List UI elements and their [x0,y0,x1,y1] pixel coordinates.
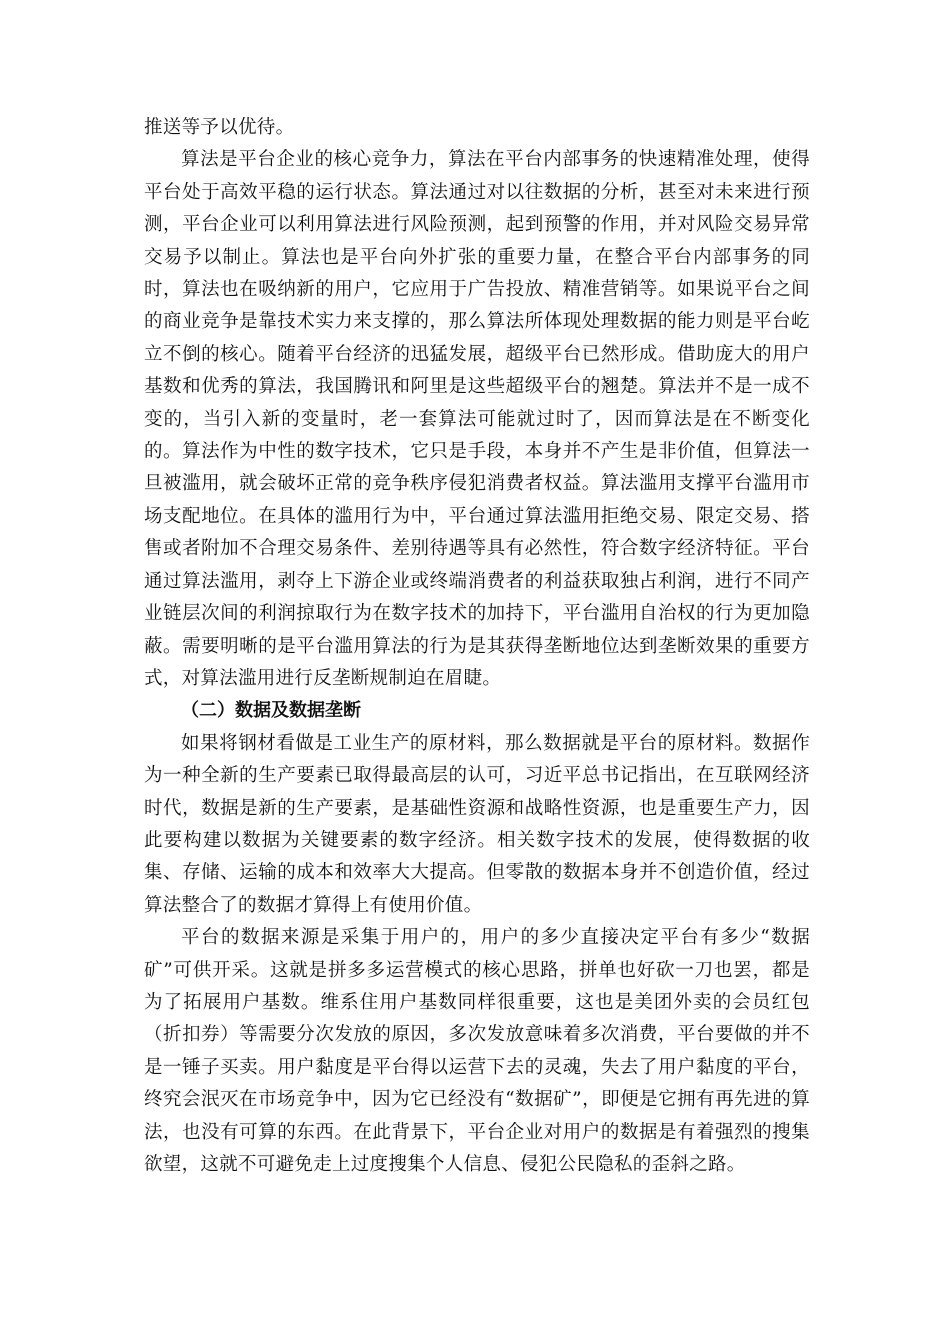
paragraph-data-source: 平台的数据来源是采集于用户的，用户的多少直接决定平台有多少“数据矿”可供开采。这就是拼多多运营模式的核心思路，拼单也好砍一刀也罢，都是为了拓展用户基数。维系住用户基数同样很重要，这也是美团外卖的会员红包（折扣券）等需要分次发放的原因，多次发放意味着多次消费，平台要做的并不是一锤子买卖。用户黏度是平台得以运营下去的灵魂，失去了用户黏度的平台，终究会泯灭在市场竞争中，因为它已经没有“数据矿”，即便是它拥有再先进的算法，也没有可算的东西。在此背景下，平台企业对用户的数据是有着强烈的搜集欲望，这就不可避免走上过度搜集个人信息、侵犯公民隐私的歪斜之路。 [144,927,810,1175]
section-heading: （二）数据及数据垄断 [181,700,361,722]
paragraph-data-material: 如果将钢材看做是工业生产的原材料，那么数据就是平台的原材料。数据作为一种全新的生产要素已取得最高层的认可，习近平总书记指出，在互联网经济时代，数据是新的生产要素，是基础性资源和战略性资源，也是重要生产力，因此要构建以数据为关键要素的数字经济。相关数字技术的发展，使得数据的收集、存储、运输的成本和效率大大提高。但零散的数据本身并不创造价值，经过算法整合了的数据才算得上有使用价值。 [144,732,810,916]
paragraph-algorithm: 算法是平台企业的核心竞争力，算法在平台内部事务的快速精准处理，使得平台处于高效平稳的运行状态。算法通过对以往数据的分析，甚至对未来进行预测，平台企业可以利用算法进行风险预测，起到预警的作用，并对风险交易异常交易予以制止。算法也是平台向外扩张的重要力量，在整合平台内部事务的同时，算法也在吸纳新的用户，它应用于广告投放、精准营销等。如果说平台之间的商业竞争是靠技术实力来支撑的，那么算法所体现处理数据的能力则是平台屹立不倒的核心。随着平台经济的迅猛发展，超级平台已然形成。借助庞大的用户基数和优秀的算法，我国腾讯和阿里是这些超级平台的翘楚。算法并不是一成不变的，当引入新的变量时，老一套算法可能就过时了，因而算法是在不断变化的。算法作为中性的数字技术，它只是手段，本身并不产生是非价值，但算法一旦被滥用，就会破坏正常的竞争秩序侵犯消费者权益。算法滥用支撑平台滥用市场支配地位。在具体的滥用行为中，平台通过算法滥用拒绝交易、限定交易、搭售或者附加不合理交易条件、差别待遇等具有必然性，符合数字经济特征。平台通过算法滥用，剥夺上下游企业或终端消费者的利益获取独占利润，进行不同产业链层次间的利润掠取行为在数字技术的加持下，平台滥用自治权的行为更加隐蔽。需要明晰的是平台滥用算法的行为是其获得垄断地位达到垄断效果的重要方式，对算法滥用进行反垄断规制迫在眉睫。 [144,149,810,689]
paragraph-continuation: 推送等予以优待。 [144,117,295,138]
document-page [144,112,810,1181]
